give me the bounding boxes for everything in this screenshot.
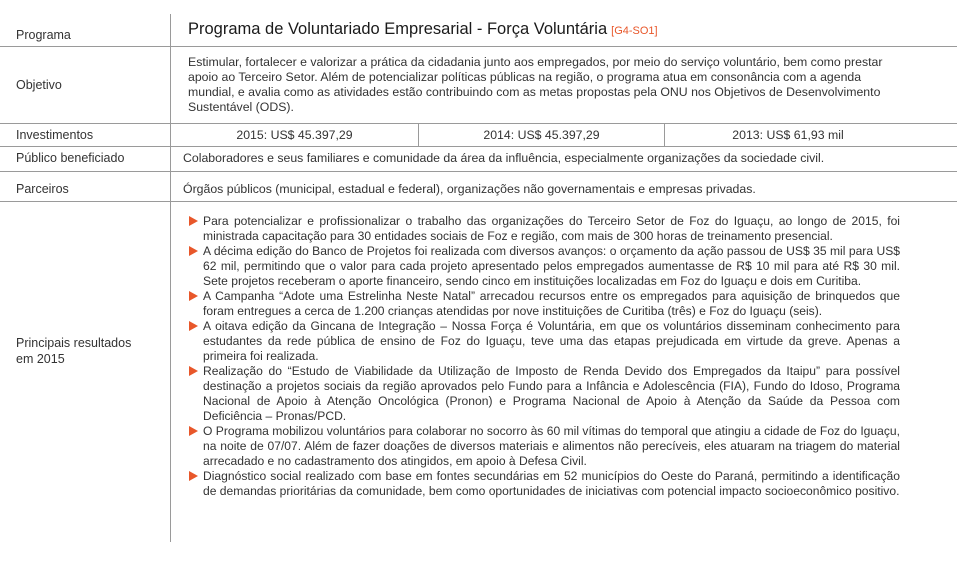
triangle-right-icon: [189, 426, 198, 436]
investment-2015: 2015: US$ 45.397,29: [236, 128, 353, 142]
divider: [0, 146, 957, 147]
label-publico: Público beneficiado: [16, 151, 125, 165]
result-item: O Programa mobilizou voluntários para colaborar no socorro às 60 mil vítimas do temporal que atingiu a cidade de Foz do Iguaçu, na noite de 07/07. Além de fazer doações de diversos materiais e alimentos não perecíveis, eles atuaram na triagem do material arrecadado e no cadastramento dos atingidos, em apoio à Defesa Civil.: [188, 424, 900, 469]
label-parceiros: Parceiros: [16, 182, 69, 196]
publico-text: Colaboradores e seus familiares e comunidade da área da influência, especialmente organizações da sociedade civil.: [183, 151, 825, 165]
label-investimentos: Investimentos: [16, 128, 94, 142]
triangle-right-icon: [189, 366, 198, 376]
divider: [0, 201, 957, 202]
result-item: Diagnóstico social realizado com base em fontes secundárias em 52 municípios do Oeste do Paraná, permitindo a identificação de demandas prioritárias da comunidade, bem como oportunidades de iniciativas com potencial impacto socioeconômico positivo.: [188, 469, 900, 499]
investment-2013: 2013: US$ 61,93 mil: [732, 128, 844, 142]
investment-2014: 2014: US$ 45.397,29: [483, 128, 600, 142]
objetivo-text: Estimular, fortalecer e valorizar a prática da cidadania junto aos empregados, por meio do serviço voluntário, bem como prestar apoio ao Terceiro Setor. Além de potencializar políticas públicas na região, o programa atua em consonância com a agenda mundial, e avalia como as atividades estão contribuindo com as metas propostas pela ONU nos Objetivos de Desenvolvimento Sustentável (ODS).: [188, 55, 883, 114]
label-resultados: Principais resultados em 2015: [16, 336, 132, 366]
parceiros-text: Órgãos públicos (municipal, estadual e federal), organizações não governamentais e empresas privadas.: [183, 182, 756, 196]
result-item: Realização do “Estudo de Viabilidade da Utilização de Imposto de Renda Devido dos Empregados da Itaipu” para possível destinação a projetos sociais da região aprovados pelo Fundo para a Infância e Adolescência (FIA), Fundo do Idoso, Programa Nacional de Apoio à Atenção Oncológica (Pronon) e Programa Nacional de Apoio à Atenção da Saúde da Pessoa com Deficiência – Pronas/PCD.: [188, 364, 900, 424]
result-item: Para potencializar e profissionalizar o trabalho das organizações do Terceiro Setor de Foz do Iguaçu, ao longo de 2015, foi ministrada capacitação para 30 entidades sociais de Foz e região, com mais de 300 horas de treinamento presencial.: [188, 214, 900, 244]
triangle-right-icon: [189, 216, 198, 226]
divider: [0, 171, 957, 172]
gri-tag: [G4-SO1]: [611, 25, 658, 37]
triangle-right-icon: [189, 321, 198, 331]
result-item: A Campanha “Adote uma Estrelinha Neste Natal” arrecadou recursos entre os empregados para aquisição de brinquedos que foram entregues a cerca de 1.200 crianças atendidas por nove instituições de Curitiba (três) e Foz do Iguaçu (seis).: [188, 289, 900, 319]
results-list: [188, 214, 900, 499]
triangle-right-icon: [189, 291, 198, 301]
triangle-right-icon: [189, 246, 198, 256]
label-programa: Programa: [16, 28, 71, 42]
label-objetivo: Objetivo: [16, 78, 62, 92]
result-item: A oitava edição da Gincana de Integração – Nossa Força é Voluntária, em que os voluntários disseminam conhecimento para estudantes da rede pública de ensino de Foz do Iguaçu, teve uma das etapas prejudicada em virtude da greve. Apenas a primeira foi realizada.: [188, 319, 900, 364]
result-item: A décima edição do Banco de Projetos foi realizada com diversos avanços: o orçamento da ação passou de US$ 35 mil para US$ 62 mil, permitindo que o valor para cada projeto apresentado pelos empregados aumentasse de R$ 10 mil para até R$ 30 mil. Sete projetos receberam o aporte financeiro, sendo cinco em instituições localizadas em Foz do Iguaçu e dois em Curitiba.: [188, 244, 900, 289]
page-title: [188, 20, 658, 39]
divider: [0, 46, 957, 47]
column-divider: [170, 14, 171, 542]
program-title: Programa de Voluntariado Empresarial - Força Voluntária: [188, 20, 608, 38]
triangle-right-icon: [189, 471, 198, 481]
